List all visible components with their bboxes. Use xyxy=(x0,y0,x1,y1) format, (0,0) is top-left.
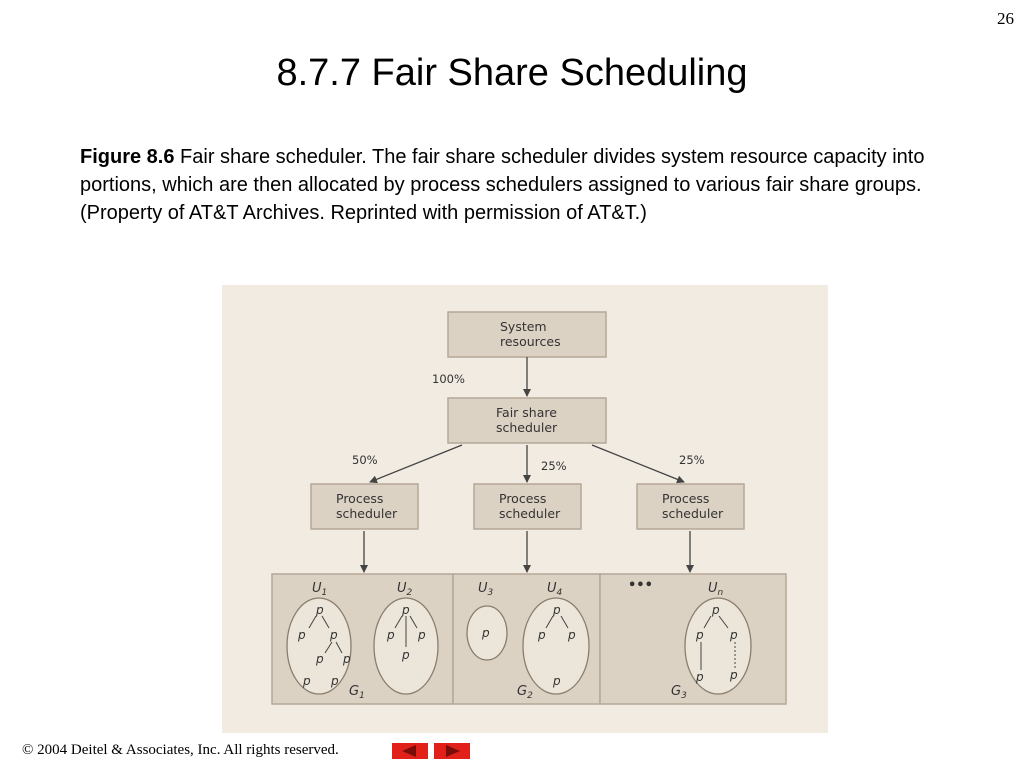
caption-text: Fair share scheduler. The fair share scheduler divides system resource capacity into portions, which are then allocated by process schedulers assigned to various fair share groups. (Property of AT&T Archives. Reprinted with permission of AT&T.) xyxy=(80,146,925,224)
process-label: p xyxy=(696,670,704,684)
process-scheduler-1-line1: Process xyxy=(336,491,384,506)
process-label: p xyxy=(303,674,311,688)
copyright-footer xyxy=(22,742,339,759)
percent-100-label: 100% xyxy=(432,372,465,386)
process-label: p xyxy=(568,628,576,642)
system-resources-line2: resources xyxy=(500,334,561,349)
next-slide-button[interactable] xyxy=(434,743,470,759)
fair-share-line1: Fair share xyxy=(496,405,557,420)
page-number: 26 xyxy=(997,9,1014,28)
process-label: p xyxy=(730,668,738,682)
process-label: p xyxy=(331,674,339,688)
process-label: p xyxy=(712,603,720,617)
process-scheduler-box-3 xyxy=(637,484,744,529)
system-resources-line1: System xyxy=(500,319,547,334)
process-label: p xyxy=(316,603,324,617)
process-scheduler-box-2 xyxy=(474,484,581,529)
process-label: p xyxy=(387,628,395,642)
process-label: p xyxy=(402,648,410,662)
process-label: p xyxy=(696,628,704,642)
copyright-text: 2004 Deitel & Associates, Inc. All rights reserved. xyxy=(33,742,339,758)
group-g3-label: $G_3$ xyxy=(671,684,687,701)
process-scheduler-2-line2: scheduler xyxy=(499,506,561,521)
user-u4-label: $U_4$ xyxy=(547,581,563,598)
previous-slide-button[interactable] xyxy=(392,743,428,759)
user-u3-label: $U_3$ xyxy=(478,581,494,598)
process-scheduler-1-line2: scheduler xyxy=(336,506,398,521)
user-un-label: $U_n$ xyxy=(708,581,724,598)
caption-label: Figure 8.6 xyxy=(80,146,175,168)
process-label: p xyxy=(316,652,324,666)
user-u1-label: $U_1$ xyxy=(312,581,328,598)
system-resources-box xyxy=(448,312,606,357)
fair-share-scheduler-box xyxy=(448,398,606,443)
group-g2-label: $G_2$ xyxy=(517,684,533,701)
percent-25-label-right: 25% xyxy=(679,453,705,467)
ellipsis: ••• xyxy=(628,578,653,593)
fair-share-diagram xyxy=(222,285,828,733)
process-label: p xyxy=(730,628,738,642)
process-label: p xyxy=(330,628,338,642)
process-label: p xyxy=(343,652,351,666)
right-arrow-icon xyxy=(434,743,470,759)
process-label: p xyxy=(538,628,546,642)
process-scheduler-3-line1: Process xyxy=(662,491,710,506)
process-scheduler-3-line2: scheduler xyxy=(662,506,724,521)
process-label: p xyxy=(402,603,410,617)
fair-share-line2: scheduler xyxy=(496,420,558,435)
user-u2-label: $U_2$ xyxy=(397,581,413,598)
left-arrow-icon xyxy=(392,743,428,759)
percent-25-label-middle: 25% xyxy=(541,459,567,473)
process-label: p xyxy=(553,603,561,617)
copyright-symbol: © xyxy=(22,742,34,758)
process-scheduler-2-line1: Process xyxy=(499,491,547,506)
percent-50-label: 50% xyxy=(352,453,378,467)
figure-caption xyxy=(80,143,940,227)
process-label: p xyxy=(482,626,490,640)
slide-title: 8.7.7 Fair Share Scheduling xyxy=(276,52,748,94)
process-scheduler-box-1 xyxy=(311,484,418,529)
process-label: p xyxy=(418,628,426,642)
process-label: p xyxy=(553,674,561,688)
group-g1-label: $G_1$ xyxy=(349,684,365,701)
process-label: p xyxy=(298,628,306,642)
